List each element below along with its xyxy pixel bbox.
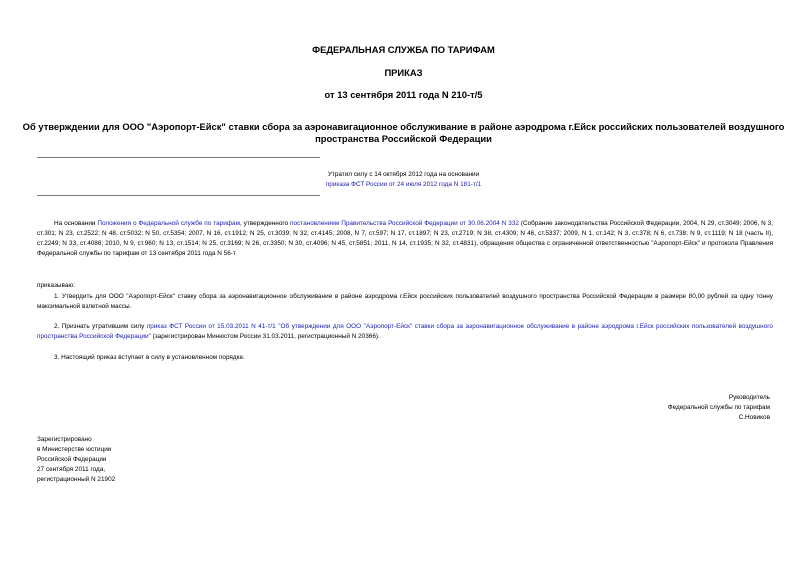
item-3-paragraph: 3. Настоящий приказ вступает в силу в установленном порядке.: [54, 354, 245, 361]
item-2-text-2: (зарегистрирован Минюстом России 31.03.2011, регистрационный N 20366).: [150, 333, 380, 340]
status-note: [0, 170, 807, 190]
registration-block: [37, 435, 115, 485]
doc-subject-line-1: Об утверждении для ООО "Аэропорт-Ейск" ставки сбора за аэронавигационное обслуживание в районе аэродрома г.Ейск российских пользователей воздушного: [22, 121, 785, 132]
item-1-paragraph: 1. Утвердить для ООО "Аэропорт-Ейск" ставку сбора за аэронавигационное обслуживание в районе аэродрома г.Ейск российских пользователей воздушного пространства Российской Федерации в размере 80,00 рублей за одну тонну максимальной взлетной массы.: [37, 293, 773, 310]
doc-date-number: от 13 сентября 2011 года N 210-т/5: [324, 89, 483, 100]
item-2-link[interactable]: приказ ФСТ России от 15.03.2011 N 41-т/1 "Об утверждении для ООО "Аэропорт-Ейск" ставки сбора за аэронавигационное обслуживание в районе аэродрома г.Ейск российских пользователей воздушного пространства Российской Федерации": [37, 323, 773, 340]
doc-subject: [0, 121, 807, 145]
registration-line-5: регистрационный N 21902: [37, 476, 116, 483]
preamble-link-decree[interactable]: постановлением Правительства Российской Федерации от 30.06.2004 N 332: [290, 220, 519, 227]
signature-agency: Федеральной службы по тарифам: [667, 404, 770, 411]
preamble-paragraph: [37, 219, 773, 259]
order-word: приказываю:: [37, 282, 75, 289]
item-2-text-1: 2. Признать утратившим силу: [54, 323, 147, 330]
preamble-text-1: На основании: [54, 220, 98, 227]
registration-line-3: Российской Федерации: [37, 456, 107, 463]
signature-title: Руководитель: [728, 394, 770, 401]
registration-line-4: 27 сентября 2011 года,: [37, 466, 106, 473]
signature-name: С.Новиков: [738, 414, 770, 421]
preamble-text-3: (Собрание законодательства Российской Федерации, 2004, N 29, ст.3049; 2006, N 3, ст.301; N 23, ст.2522; N 48, ст.5032; N 50, ст.5354; 2007, N 16, ст.1912; N 25, ст.3039; N 32, ст.4145; 2008, N 7, ст.597; N 17, ст.1897; N 23, ст.2719; N 38, ст.4309; N 46, ст.5337; 2009, N 1, ст.142; N 3, ст.378; N 6, ст.738; N 9, ст.1119; N 18 (часть II), ст.2249; N 33, ст.4086; 2010, N 9, ст.960; N 13, ст.1514; N 25, ст.3169; N 26, ст.3350; N 30, ст.4096; N 45, ст.5851; 2011, N 14, ст.1935; N 32, ст.4831), обращения общества с ограниченной ответственностью "Аэропорт-Ейск" и протокола Правления Федеральной службы по тарифам от 13 сентября 2011 года N 56-т: [37, 220, 774, 257]
item-2-paragraph: [37, 322, 773, 342]
agency-heading: ФЕДЕРАЛЬНАЯ СЛУЖБА ПО ТАРИФАМ: [312, 44, 495, 55]
status-note-text: Утратил силу с 14 октября 2012 года на основании: [327, 171, 480, 178]
registration-line-2: в Министерстве юстиции: [37, 446, 112, 453]
preamble-text-2: , утвержденного: [239, 220, 291, 227]
bottom-divider: [37, 195, 320, 196]
signature-block: [668, 393, 770, 423]
preamble-link-regulation[interactable]: Положения о Федеральной службе по тарифам: [97, 220, 240, 227]
registration-line-1: Зарегистрировано: [37, 436, 92, 443]
top-divider: [37, 157, 320, 158]
status-note-link[interactable]: приказа ФСТ России от 24 июля 2012 года N 181-т/1: [325, 181, 482, 188]
doc-subject-line-2: пространства Российской Федерации: [315, 133, 492, 144]
doc-type-heading: ПРИКАЗ: [384, 67, 423, 78]
